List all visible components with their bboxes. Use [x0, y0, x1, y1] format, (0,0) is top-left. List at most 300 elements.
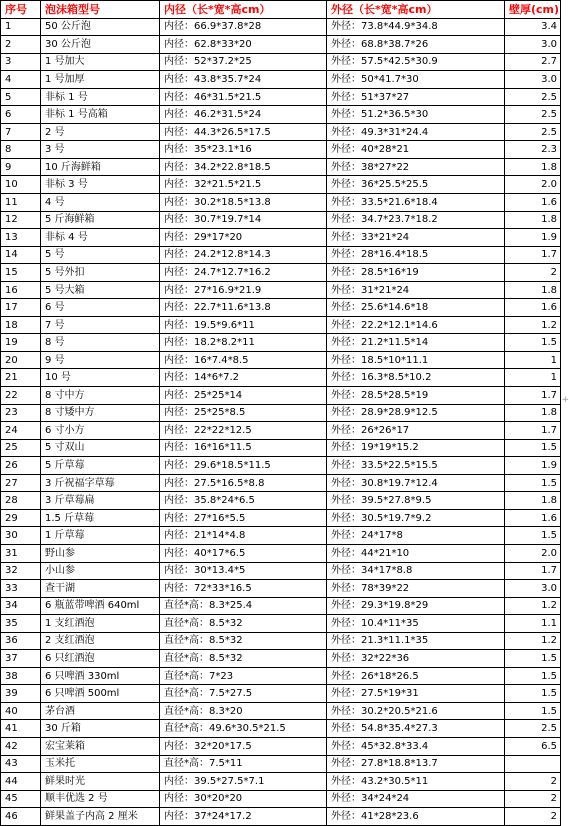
row-index[interactable]: 8: [1, 141, 41, 159]
table-row: [1, 439, 569, 457]
table-row: [1, 773, 569, 791]
row-wall-thickness[interactable]: [505, 755, 561, 773]
spacer-cell: [561, 650, 569, 668]
row-outer-size[interactable]: 外径：34*17*8.8: [327, 562, 505, 580]
table-body: [1, 18, 569, 825]
row-outer-size[interactable]: 外径：39.5*27.8*9.5: [327, 492, 505, 510]
row-model[interactable]: 30 公斤泡: [41, 36, 160, 54]
row-outer-size[interactable]: 外径：41*28*23.6: [327, 808, 505, 826]
row-wall-thickness[interactable]: 1.6: [505, 194, 561, 212]
row-inner-size[interactable]: 内径：32*20*17.5: [160, 737, 327, 755]
table-row: [1, 88, 569, 106]
row-model[interactable]: 5 号大箱: [41, 281, 160, 299]
row-outer-size[interactable]: 外径：57.5*42.5*30.9: [327, 53, 505, 71]
table-row: [1, 615, 569, 633]
row-inner-size[interactable]: 内径：16*16*11.5: [160, 439, 327, 457]
row-wall-thickness[interactable]: 3.0: [505, 36, 561, 54]
row-model[interactable]: 茅台酒: [41, 702, 160, 720]
spacer-cell: [561, 106, 569, 124]
table-row: [1, 246, 569, 264]
spacer-cell: [561, 18, 569, 36]
row-wall-thickness[interactable]: 1.5: [505, 650, 561, 668]
row-model[interactable]: 9 号: [41, 351, 160, 369]
table-row: [1, 106, 569, 124]
row-wall-thickness[interactable]: 2.5: [505, 88, 561, 106]
row-inner-size[interactable]: 直径*高：49.6*30.5*21.5: [160, 720, 327, 738]
row-inner-size[interactable]: 内径：29*17*20: [160, 229, 327, 247]
row-model[interactable]: 1 号加厚: [41, 71, 160, 89]
row-inner-size[interactable]: 内径：25*25*14: [160, 387, 327, 405]
row-model[interactable]: 非标 1 号: [41, 88, 160, 106]
row-inner-size[interactable]: 直径*高：7.5*27.5: [160, 685, 327, 703]
row-wall-thickness[interactable]: 1.7: [505, 562, 561, 580]
header-model[interactable]: 泡沫箱型号: [41, 1, 160, 19]
row-outer-size[interactable]: 外径：68.8*38.7*26: [327, 36, 505, 54]
spacer-cell: [561, 194, 569, 212]
row-model[interactable]: 6 只啤酒 330ml: [41, 667, 160, 685]
table-row: [1, 720, 569, 738]
row-wall-thickness[interactable]: 2.7: [505, 53, 561, 71]
row-inner-size[interactable]: 内径：27*16*5.5: [160, 509, 327, 527]
table-row: [1, 509, 569, 527]
row-inner-size[interactable]: 内径：27.5*16.5*8.8: [160, 474, 327, 492]
table-row: [1, 650, 569, 668]
row-inner-size[interactable]: 内径：19.5*9.6*11: [160, 316, 327, 334]
row-index[interactable]: 14: [1, 246, 41, 264]
row-outer-size[interactable]: 外径：24*17*8: [327, 527, 505, 545]
row-index[interactable]: 27: [1, 474, 41, 492]
spacer-cell: [561, 1, 569, 19]
spacer-cell: [561, 492, 569, 510]
row-outer-size[interactable]: 外径：33.5*22.5*15.5: [327, 457, 505, 475]
row-model[interactable]: 7 号: [41, 316, 160, 334]
table-row: [1, 123, 569, 141]
row-model[interactable]: 1 号加大: [41, 53, 160, 71]
spacer-cell: [561, 264, 569, 282]
row-outer-size[interactable]: 外径：30.5*19.7*9.2: [327, 509, 505, 527]
row-model[interactable]: 3 号: [41, 141, 160, 159]
row-wall-thickness[interactable]: 3.0: [505, 580, 561, 598]
row-index[interactable]: 34: [1, 597, 41, 615]
spacer-cell: [561, 369, 569, 387]
spacer-cell: [561, 141, 569, 159]
row-inner-size[interactable]: 内径：21*14*4.8: [160, 527, 327, 545]
row-wall-thickness[interactable]: 3.0: [505, 71, 561, 89]
row-inner-size[interactable]: 内径：18.2*8.2*11: [160, 334, 327, 352]
row-wall-thickness[interactable]: 1.6: [505, 509, 561, 527]
row-model[interactable]: 2 支红酒泡: [41, 632, 160, 650]
row-outer-size[interactable]: 外径：51.2*36.5*30: [327, 106, 505, 124]
spacer-cell: [561, 457, 569, 475]
row-wall-thickness[interactable]: 1.8: [505, 211, 561, 229]
row-outer-size[interactable]: 外径：44*21*10: [327, 544, 505, 562]
row-model[interactable]: 5 斤草莓: [41, 457, 160, 475]
row-outer-size[interactable]: 外径：38*27*22: [327, 158, 505, 176]
row-wall-thickness[interactable]: 1.8: [505, 158, 561, 176]
row-wall-thickness[interactable]: 2: [505, 773, 561, 791]
row-wall-thickness[interactable]: 1.9: [505, 457, 561, 475]
row-index[interactable]: 1: [1, 18, 41, 36]
row-outer-size[interactable]: 外径：28*16.4*18.5: [327, 246, 505, 264]
row-wall-thickness[interactable]: 1.5: [505, 474, 561, 492]
spacer-cell: [561, 334, 569, 352]
row-model[interactable]: 非标 1 号高箱: [41, 106, 160, 124]
row-outer-size[interactable]: 外径：32*22*36: [327, 650, 505, 668]
row-index[interactable]: 38: [1, 667, 41, 685]
row-model[interactable]: 鲜果盖子内高 2 厘米: [41, 808, 160, 826]
spacer-cell: [561, 422, 569, 440]
table-row: [1, 176, 569, 194]
row-inner-size[interactable]: 内径：72*33*16.5: [160, 580, 327, 598]
row-index[interactable]: 25: [1, 439, 41, 457]
row-wall-thickness[interactable]: 1.5: [505, 334, 561, 352]
row-model[interactable]: 1.5 斤草莓: [41, 509, 160, 527]
row-model[interactable]: 顺丰优选 2 号: [41, 790, 160, 808]
row-index[interactable]: 21: [1, 369, 41, 387]
row-wall-thickness[interactable]: 2.0: [505, 544, 561, 562]
row-outer-size[interactable]: 外径：50*41.7*30: [327, 71, 505, 89]
spacer-cell: [561, 53, 569, 71]
row-index[interactable]: 6: [1, 106, 41, 124]
table-row: [1, 158, 569, 176]
row-model[interactable]: 3 斤草莓扁: [41, 492, 160, 510]
row-model[interactable]: 30 斤箱: [41, 720, 160, 738]
row-index[interactable]: 19: [1, 334, 41, 352]
row-outer-size[interactable]: 外径：25.6*14.6*18: [327, 299, 505, 317]
row-wall-thickness[interactable]: 1.1: [505, 615, 561, 633]
row-model[interactable]: 查干湖: [41, 580, 160, 598]
row-outer-size[interactable]: 外径：29.3*19.8*29: [327, 597, 505, 615]
row-model[interactable]: 6 号: [41, 299, 160, 317]
spacer-cell: [561, 404, 569, 422]
row-inner-size[interactable]: 内径：29.6*18.5*11.5: [160, 457, 327, 475]
row-model[interactable]: 5 号外扣: [41, 264, 160, 282]
row-outer-size[interactable]: 外径：10.4*11*35: [327, 615, 505, 633]
row-outer-size[interactable]: 外径：54.8*35.4*27.3: [327, 720, 505, 738]
header-row: [1, 1, 569, 19]
row-outer-size[interactable]: 外径：78*39*22: [327, 580, 505, 598]
row-inner-size[interactable]: 内径：35.8*24*6.5: [160, 492, 327, 510]
row-index[interactable]: 5: [1, 88, 41, 106]
table-row: [1, 71, 569, 89]
row-wall-thickness[interactable]: 2.0: [505, 176, 561, 194]
plus-icon: +: [561, 395, 569, 405]
row-index[interactable]: 39: [1, 685, 41, 703]
spacer-cell: [561, 509, 569, 527]
row-inner-size[interactable]: 直径*高：8.5*32: [160, 650, 327, 668]
table-row: [1, 492, 569, 510]
table-row: [1, 229, 569, 247]
row-model[interactable]: 5 寸双山: [41, 439, 160, 457]
row-inner-size[interactable]: 内径：34.2*22.8*18.5: [160, 158, 327, 176]
row-inner-size[interactable]: 内径：24.7*12.7*16.2: [160, 264, 327, 282]
header-inner-size[interactable]: 内径（长*宽*高cm）: [160, 1, 327, 19]
row-wall-thickness[interactable]: 6.5: [505, 737, 561, 755]
row-wall-thickness[interactable]: 2: [505, 808, 561, 826]
row-index[interactable]: 23: [1, 404, 41, 422]
row-index[interactable]: 35: [1, 615, 41, 633]
row-wall-thickness[interactable]: 1.8: [505, 281, 561, 299]
row-model[interactable]: 50 公斤泡: [41, 18, 160, 36]
row-wall-thickness[interactable]: 1.6: [505, 299, 561, 317]
row-wall-thickness[interactable]: 2.5: [505, 106, 561, 124]
table-row: [1, 369, 569, 387]
spacer-cell: [561, 597, 569, 615]
row-outer-size[interactable]: 外径：34*24*24: [327, 790, 505, 808]
row-index[interactable]: 36: [1, 632, 41, 650]
row-model[interactable]: 6 寸小方: [41, 422, 160, 440]
row-model[interactable]: 非标 3 号: [41, 176, 160, 194]
row-index[interactable]: 40: [1, 702, 41, 720]
row-inner-size[interactable]: 直径*高：8.3*25.4: [160, 597, 327, 615]
row-inner-size[interactable]: 内径：22*22*12.5: [160, 422, 327, 440]
row-outer-size[interactable]: 外径：45*32.8*33.4: [327, 737, 505, 755]
row-inner-size[interactable]: 内径：30.7*19.7*14: [160, 211, 327, 229]
row-model[interactable]: 6 只啤酒 500ml: [41, 685, 160, 703]
row-outer-size[interactable]: 外径：21.3*11.1*35: [327, 632, 505, 650]
row-index[interactable]: 44: [1, 773, 41, 791]
spacer-cell: [561, 580, 569, 598]
row-wall-thickness[interactable]: 2: [505, 790, 561, 808]
row-inner-size[interactable]: 内径：66.9*37.8*28: [160, 18, 327, 36]
row-index[interactable]: 29: [1, 509, 41, 527]
row-model[interactable]: 野山参: [41, 544, 160, 562]
spacer-cell: [561, 720, 569, 738]
row-inner-size[interactable]: 内径：39.5*27.5*7.1: [160, 773, 327, 791]
row-outer-size[interactable]: 外径：30.2*20.5*21.6: [327, 702, 505, 720]
row-inner-size[interactable]: 直径*高：7*23: [160, 667, 327, 685]
row-wall-thickness[interactable]: 1.7: [505, 387, 561, 405]
row-inner-size[interactable]: 直径*高：8.5*32: [160, 632, 327, 650]
row-index[interactable]: 30: [1, 527, 41, 545]
row-outer-size[interactable]: 外径：33*21*24: [327, 229, 505, 247]
table-row: [1, 281, 569, 299]
row-outer-size[interactable]: 外径：49.3*31*24.4: [327, 123, 505, 141]
row-model[interactable]: 小山参: [41, 562, 160, 580]
row-outer-size[interactable]: 外径：31*21*24: [327, 281, 505, 299]
row-wall-thickness[interactable]: 1.7: [505, 422, 561, 440]
row-index[interactable]: 24: [1, 422, 41, 440]
row-inner-size[interactable]: 内径：40*17*6.5: [160, 544, 327, 562]
row-index[interactable]: 20: [1, 351, 41, 369]
row-index[interactable]: 31: [1, 544, 41, 562]
row-wall-thickness[interactable]: 2.5: [505, 720, 561, 738]
header-wall-thickness[interactable]: 壁厚(cm): [505, 1, 561, 19]
row-outer-size[interactable]: 外径：73.8*44.9*34.8: [327, 18, 505, 36]
row-outer-size[interactable]: 外径：51*37*27: [327, 88, 505, 106]
spacer-cell: [561, 281, 569, 299]
row-outer-size[interactable]: 外径：28.5*16*19: [327, 264, 505, 282]
spacer-cell: [561, 615, 569, 633]
row-outer-size[interactable]: 外径：26*26*17: [327, 422, 505, 440]
row-wall-thickness[interactable]: 1.5: [505, 439, 561, 457]
row-model[interactable]: 8 寸中方: [41, 387, 160, 405]
row-wall-thickness[interactable]: 1.8: [505, 404, 561, 422]
row-wall-thickness[interactable]: 3.4: [505, 18, 561, 36]
row-model[interactable]: 6 只红酒泡: [41, 650, 160, 668]
row-wall-thickness[interactable]: 1.2: [505, 316, 561, 334]
row-index[interactable]: 42: [1, 737, 41, 755]
row-outer-size[interactable]: 外径：28.5*28.5*19: [327, 387, 505, 405]
row-model[interactable]: 鲜果时光: [41, 773, 160, 791]
row-index[interactable]: 43: [1, 755, 41, 773]
row-wall-thickness[interactable]: 1.9: [505, 229, 561, 247]
row-inner-size[interactable]: 内径：35*23.1*16: [160, 141, 327, 159]
row-index[interactable]: 17: [1, 299, 41, 317]
row-model[interactable]: 10 斤海鲜箱: [41, 158, 160, 176]
row-model[interactable]: 非标 4 号: [41, 229, 160, 247]
row-model[interactable]: 8 寸矮中方: [41, 404, 160, 422]
table-row: [1, 667, 569, 685]
row-index[interactable]: 10: [1, 176, 41, 194]
row-outer-size[interactable]: 外径：22.2*12.1*14.6: [327, 316, 505, 334]
row-inner-size[interactable]: 内径：46.2*31.5*24: [160, 106, 327, 124]
row-wall-thickness[interactable]: 2.5: [505, 123, 561, 141]
row-index[interactable]: 41: [1, 720, 41, 738]
row-inner-size[interactable]: 内径：62.8*33*20: [160, 36, 327, 54]
row-wall-thickness[interactable]: 1.5: [505, 702, 561, 720]
row-inner-size[interactable]: 内径：24.2*12.8*14.3: [160, 246, 327, 264]
row-model[interactable]: 8 号: [41, 334, 160, 352]
row-index[interactable]: 32: [1, 562, 41, 580]
spacer-cell: [561, 88, 569, 106]
table-row: [1, 387, 569, 405]
spacer-cell: [561, 562, 569, 580]
row-inner-size[interactable]: 直径*高：7.5*11: [160, 755, 327, 773]
row-inner-size[interactable]: 内径：30.2*18.5*13.8: [160, 194, 327, 212]
row-model[interactable]: 2 号: [41, 123, 160, 141]
table-row: [1, 544, 569, 562]
row-model[interactable]: 1 支红酒泡: [41, 615, 160, 633]
row-outer-size[interactable]: 外径：36*25.5*25.5: [327, 176, 505, 194]
row-index[interactable]: 3: [1, 53, 41, 71]
row-model[interactable]: 3 斤祝福字草莓: [41, 474, 160, 492]
spacer-cell: [561, 246, 569, 264]
row-inner-size[interactable]: 内径：44.3*26.5*17.5: [160, 123, 327, 141]
row-wall-thickness[interactable]: 1.7: [505, 246, 561, 264]
row-wall-thickness[interactable]: 1.2: [505, 597, 561, 615]
row-model[interactable]: 6 瓶蓝带啤酒 640ml: [41, 597, 160, 615]
row-outer-size[interactable]: 外径：28.9*28.9*12.5: [327, 404, 505, 422]
table-row: [1, 527, 569, 545]
row-inner-size[interactable]: 内径：27*16.9*21.9: [160, 281, 327, 299]
row-index[interactable]: 26: [1, 457, 41, 475]
table-row: [1, 316, 569, 334]
row-index[interactable]: 45: [1, 790, 41, 808]
row-outer-size[interactable]: 外径：43.2*30.5*11: [327, 773, 505, 791]
row-inner-size[interactable]: 内径：14*6*7.2: [160, 369, 327, 387]
row-index[interactable]: 28: [1, 492, 41, 510]
row-outer-size[interactable]: 外径：30.8*19.7*12.4: [327, 474, 505, 492]
row-model[interactable]: 5 号: [41, 246, 160, 264]
row-inner-size[interactable]: 直径*高：8.3*20: [160, 702, 327, 720]
row-index[interactable]: 13: [1, 229, 41, 247]
row-wall-thickness[interactable]: 1: [505, 351, 561, 369]
row-index[interactable]: 16: [1, 281, 41, 299]
row-inner-size[interactable]: 内径：25*25*8.5: [160, 404, 327, 422]
row-outer-size[interactable]: 外径：18.5*10*11.1: [327, 351, 505, 369]
spacer-cell: [561, 808, 569, 826]
table-row: [1, 702, 569, 720]
row-outer-size[interactable]: 外径：34.7*23.7*18.2: [327, 211, 505, 229]
row-wall-thickness[interactable]: 2.3: [505, 141, 561, 159]
spacer-cell: [561, 123, 569, 141]
row-outer-size[interactable]: 外径：33.5*21.6*18.4: [327, 194, 505, 212]
spacer-cell: [561, 36, 569, 54]
row-wall-thickness[interactable]: 1.8: [505, 492, 561, 510]
row-index[interactable]: 12: [1, 211, 41, 229]
row-wall-thickness[interactable]: 1.5: [505, 685, 561, 703]
row-outer-size[interactable]: 外径：16.3*8.5*10.2: [327, 369, 505, 387]
row-index[interactable]: 11: [1, 194, 41, 212]
row-wall-thickness[interactable]: 1: [505, 369, 561, 387]
row-outer-size[interactable]: 外径：27.8*18.8*13.7: [327, 755, 505, 773]
row-inner-size[interactable]: 内径：30*13.4*5: [160, 562, 327, 580]
row-inner-size[interactable]: 直径*高：8.5*32: [160, 615, 327, 633]
table-row: [1, 404, 569, 422]
row-inner-size[interactable]: 内径：37*24*17.2: [160, 808, 327, 826]
row-wall-thickness[interactable]: 1.2: [505, 632, 561, 650]
spacer-cell: [561, 474, 569, 492]
row-model[interactable]: 5 斤海鲜箱: [41, 211, 160, 229]
row-index[interactable]: 18: [1, 316, 41, 334]
row-inner-size[interactable]: 内径：32*21.5*21.5: [160, 176, 327, 194]
row-index[interactable]: 4: [1, 71, 41, 89]
row-inner-size[interactable]: 内径：30*20*20: [160, 790, 327, 808]
spacer-cell: [561, 527, 569, 545]
table-row: [1, 299, 569, 317]
row-model[interactable]: 宏宝莱箱: [41, 737, 160, 755]
row-model[interactable]: 1 斤草莓: [41, 527, 160, 545]
table-row: [1, 808, 569, 826]
table-row: [1, 211, 569, 229]
row-outer-size[interactable]: 外径：40*28*21: [327, 141, 505, 159]
row-index[interactable]: 7: [1, 123, 41, 141]
row-outer-size[interactable]: 外径：26*18*26.5: [327, 667, 505, 685]
row-wall-thickness[interactable]: 2: [505, 264, 561, 282]
row-index[interactable]: 46: [1, 808, 41, 826]
spacer-cell: [561, 685, 569, 703]
row-index[interactable]: 2: [1, 36, 41, 54]
table-row: [1, 580, 569, 598]
row-inner-size[interactable]: 内径：16*7.4*8.5: [160, 351, 327, 369]
header-index[interactable]: 序号: [1, 1, 41, 19]
row-index[interactable]: 9: [1, 158, 41, 176]
row-inner-size[interactable]: 内径：52*37.2*25: [160, 53, 327, 71]
row-outer-size[interactable]: 外径：19*19*15.2: [327, 439, 505, 457]
table-row: [1, 685, 569, 703]
row-inner-size[interactable]: 内径：22.7*11.6*13.8: [160, 299, 327, 317]
row-wall-thickness[interactable]: 1.5: [505, 667, 561, 685]
row-model[interactable]: 玉米托: [41, 755, 160, 773]
row-index[interactable]: 22: [1, 387, 41, 405]
row-outer-size[interactable]: 外径：21.2*11.5*14: [327, 334, 505, 352]
row-outer-size[interactable]: 外径：27.5*19*31: [327, 685, 505, 703]
row-inner-size[interactable]: 内径：46*31.5*21.5: [160, 88, 327, 106]
row-index[interactable]: 15: [1, 264, 41, 282]
row-model[interactable]: 4 号: [41, 194, 160, 212]
spacer-cell: [561, 176, 569, 194]
row-index[interactable]: 33: [1, 580, 41, 598]
row-index[interactable]: 37: [1, 650, 41, 668]
row-model[interactable]: 10 号: [41, 369, 160, 387]
header-outer-size[interactable]: 外径（长*宽*高cm）: [327, 1, 505, 19]
spacer-cell: [561, 299, 569, 317]
row-inner-size[interactable]: 内径：43.8*35.7*24: [160, 71, 327, 89]
table-row: [1, 737, 569, 755]
row-wall-thickness[interactable]: 1.5: [505, 527, 561, 545]
spacer-cell: [561, 702, 569, 720]
